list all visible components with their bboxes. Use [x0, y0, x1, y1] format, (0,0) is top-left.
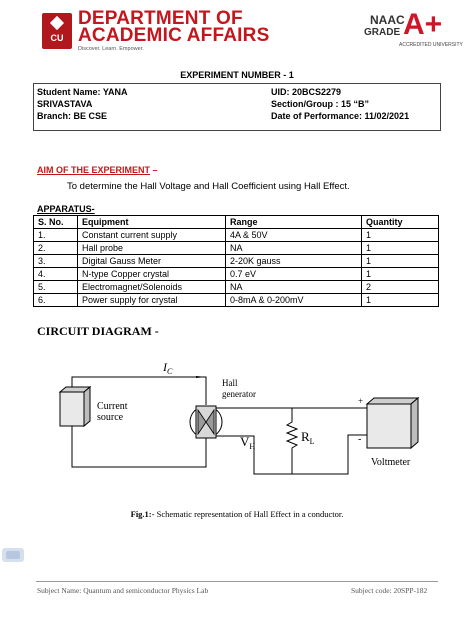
top-wire [72, 377, 206, 405]
table-cell: 4. [34, 268, 78, 281]
table-cell: 2-20K gauss [226, 255, 362, 268]
aim-heading-dash: – [150, 165, 158, 175]
table-cell: 2 [362, 281, 439, 294]
table-cell: 1. [34, 229, 78, 242]
aim-heading-text: AIM OF THE EXPERIMENT [37, 165, 151, 175]
date-of-performance: Date of Performance: 11/02/2021 [271, 111, 410, 121]
current-source-label-1: Current [97, 401, 128, 412]
table-cell: 4A & 50V [226, 229, 362, 242]
footer-divider [36, 581, 438, 582]
hall-generator [190, 406, 222, 438]
student-info-left [37, 86, 128, 122]
voltmeter [367, 398, 418, 448]
table-cell: 1 [362, 229, 439, 242]
table-header-row [34, 216, 439, 229]
current-source [60, 387, 90, 426]
table-cell: NA [226, 242, 362, 255]
table-row [34, 229, 439, 242]
aim-heading [37, 165, 158, 175]
vh-label: $V_H$ [240, 434, 256, 451]
table-row [34, 242, 439, 255]
table-cell: 5. [34, 281, 78, 294]
grade-aplus: A+ [403, 8, 443, 41]
experiment-title: EXPERIMENT NUMBER - 1 [180, 70, 294, 80]
figure-label: Fig.1: [130, 509, 152, 519]
column-header: Range [226, 216, 362, 229]
voltmeter-label: Voltmeter [371, 457, 411, 468]
column-header: Equipment [78, 216, 226, 229]
apparatus-heading: APPARATUS- [37, 204, 95, 214]
naac-label: NAAC [370, 13, 405, 27]
page-corner-graphic [0, 545, 26, 565]
branch: Branch: BE CSE [37, 111, 108, 121]
accredited-label: ACCREDITED UNIVERSITY [399, 42, 463, 48]
uid: UID: 20BCS2279 [271, 87, 342, 97]
table-cell: Constant current supply [78, 229, 226, 242]
minus-sign: - [358, 434, 362, 445]
logo-star-icon [50, 16, 64, 30]
apparatus-table [33, 215, 439, 307]
figure-caption [0, 509, 474, 519]
section-group: Section/Group : 15 “B” [271, 99, 370, 109]
table-cell: 1 [362, 294, 439, 307]
tagline: Discover. Learn. Empower. [78, 46, 144, 52]
current-arrow-icon [196, 376, 206, 378]
footer-subject-name: Subject Name: Quantum and semiconductor Physics Lab [37, 586, 209, 595]
table-row [34, 294, 439, 307]
table-cell: 3. [34, 255, 78, 268]
aim-text: To determine the Hall Voltage and Hall Coefficient using Hall Effect. [67, 181, 350, 192]
table-cell: Electromagnet/Solenoids [78, 281, 226, 294]
footer-subject-code: Subject code: 20SPP-182 [351, 586, 428, 595]
student-info-right [271, 86, 409, 122]
plus-sign: + [358, 396, 364, 406]
table-cell: Hall probe [78, 242, 226, 255]
table-cell: NA [226, 281, 362, 294]
student-name-line-1: Student Name: YANA [37, 87, 128, 97]
rl-label: $R_L$ [301, 429, 315, 446]
bottom-wire [72, 426, 206, 467]
column-header: Quantity [362, 216, 439, 229]
table-row [34, 268, 439, 281]
table-cell: Power supply for crystal [78, 294, 226, 307]
hall-output-top [216, 408, 292, 418]
table-cell: 1 [362, 268, 439, 281]
department-line-1: DEPARTMENT OF [78, 8, 243, 29]
circuit-diagram [0, 350, 474, 500]
ic-label: $I_C$ [163, 360, 173, 376]
column-header: S. No. [34, 216, 78, 229]
hall-label-2: generator [222, 389, 256, 399]
table-cell: Digital Gauss Meter [78, 255, 226, 268]
figure-caption-text: - Schematic representation of Hall Effect in a conductor. [151, 509, 344, 519]
resistor-rl [287, 418, 297, 454]
table-row [34, 281, 439, 294]
table-cell: 2. [34, 242, 78, 255]
circuit-heading: CIRCUIT DIAGRAM - [37, 324, 159, 338]
grade-label: GRADE [364, 27, 401, 38]
department-line-2: ACADEMIC AFFAIRS [78, 25, 270, 46]
logo-text: CU [50, 33, 64, 43]
university-logo [42, 13, 72, 49]
table-cell: 1 [362, 255, 439, 268]
current-source-label-2: source [97, 412, 124, 423]
table-cell: 0.7 eV [226, 268, 362, 281]
table-row [34, 255, 439, 268]
department-title [78, 10, 269, 44]
table-cell: 6. [34, 294, 78, 307]
table-cell: 1 [362, 242, 439, 255]
table-cell: N-type Copper crystal [78, 268, 226, 281]
table-cell: 0-8mA & 0-200mV [226, 294, 362, 307]
student-name-line-2: SRIVASTAVA [37, 99, 93, 109]
hall-label-1: Hall [222, 378, 238, 388]
